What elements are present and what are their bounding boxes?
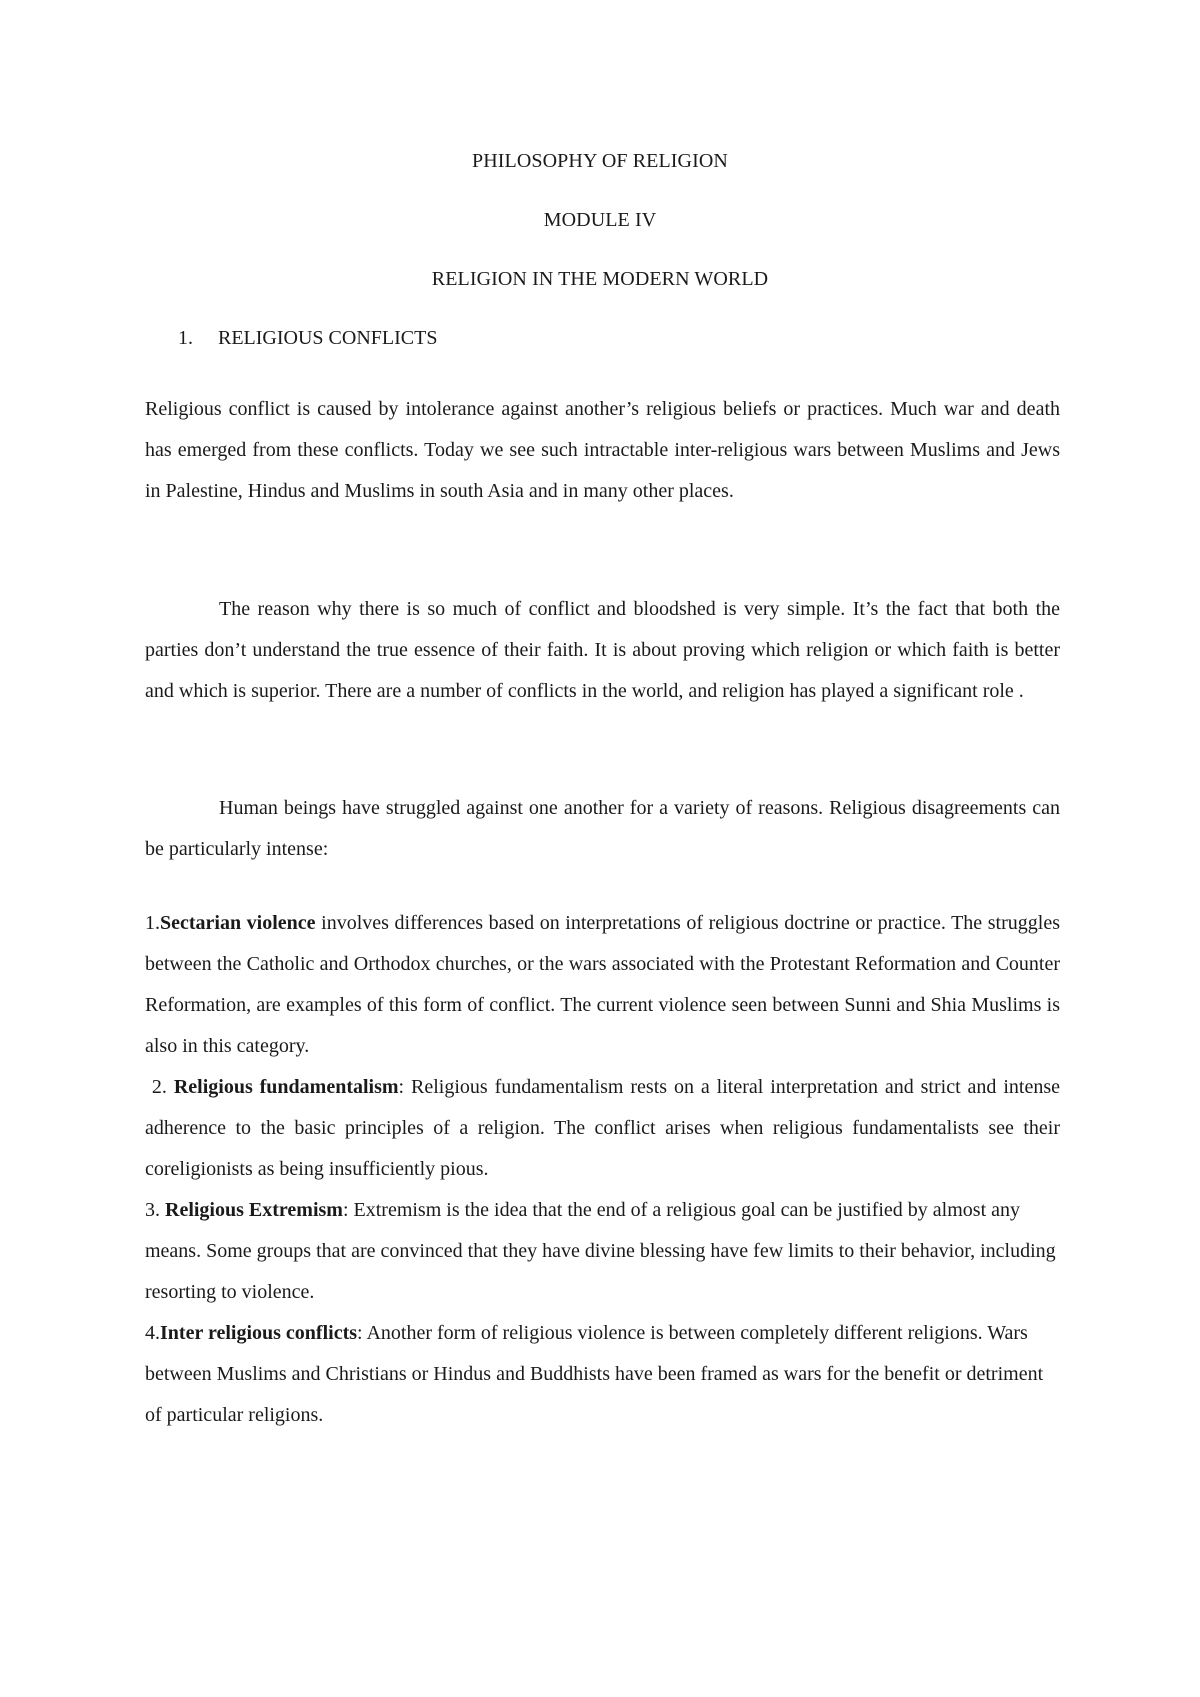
section-heading [178, 326, 437, 350]
list-item-text: : Religious fundamentalism rests on a literal interpretation and strict and intense adherence to the basic principles of a religion. The conflict arises when religious fundamentalists see their coreligionists as being insufficiently pious. [145, 1076, 1060, 1180]
list-item [145, 1067, 1060, 1190]
list-item [145, 1313, 1060, 1436]
conflict-type-list [145, 903, 1060, 1436]
list-item-prefix: 2. [145, 1076, 174, 1098]
paragraph-struggle-text: Human beings have struggled against one another for a variety of reasons. Religious disagreements can be particularly intense: [145, 797, 1060, 860]
list-item-prefix: 3. [145, 1199, 165, 1221]
list-item [145, 1190, 1060, 1313]
list-item-text: : Extremism is the idea that the end of a religious goal can be justified by almost any means. Some groups that are convinced that they have divine blessing have few limits to their behavior, including resorting to violence. [145, 1199, 1056, 1303]
section-title: RELIGIOUS CONFLICTS [218, 327, 438, 349]
paragraph-reason [145, 589, 1060, 712]
list-item-term: Sectarian violence [160, 912, 316, 934]
list-item-text: : Another form of religious violence is between completely different religions. Wars between Muslims and Christians or Hindus and Buddhists have been framed as wars for the benefit or detriment of particular religions. [145, 1322, 1044, 1426]
list-item-text: involves differences based on interpretations of religious doctrine or practice. The struggles between the Catholic and Orthodox churches, or the wars associated with the Protestant Reformation and Counter Reformation, are examples of this form of conflict. The current violence seen between Sunni and Shia Muslims is also in this category. [145, 912, 1060, 1057]
paragraph-intro: Religious conflict is caused by intolerance against another’s religious beliefs or practices. Much war and death has emerged from these conflicts. Today we see such intractable inter-religious wars between Muslims and Jews in Palestine, Hindus and Muslims in south Asia and in many other places. [145, 398, 1060, 502]
module-label: MODULE IV [543, 209, 657, 231]
list-item-term: Religious Extremism [165, 1199, 343, 1221]
list-item-prefix: 1. [145, 912, 160, 934]
document-title: PHILOSOPHY OF RELIGION [472, 150, 728, 172]
list-item [145, 903, 1060, 1067]
paragraph-reason-text: The reason why there is so much of conflict and bloodshed is very simple. It’s the fact that both the parties don’t understand the true essence of their faith. It is about proving which religion or which faith is better and which is superior. There are a number of conflicts in the world, and religion has played a significant role . [145, 598, 1060, 702]
list-item-prefix: 4. [145, 1322, 160, 1344]
paragraph-struggle [145, 788, 1060, 870]
section-number: 1. [178, 327, 193, 349]
list-item-term: Religious fundamentalism [173, 1076, 399, 1098]
document-subtitle: RELIGION IN THE MODERN WORLD [431, 268, 769, 290]
list-item-term: Inter religious conflicts [160, 1322, 358, 1344]
